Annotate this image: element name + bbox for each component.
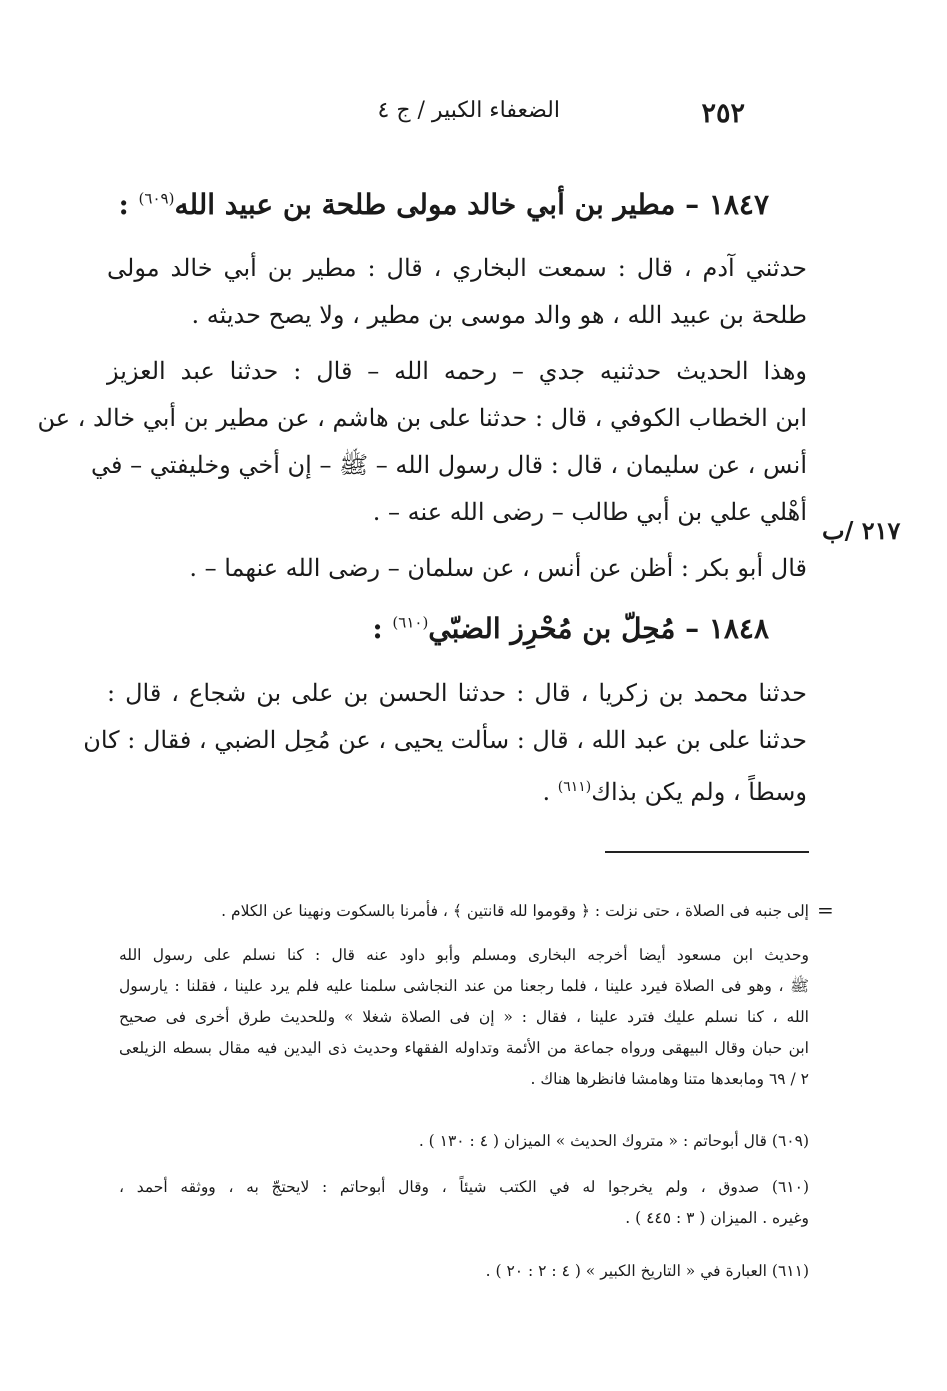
entry-title-1847	[118, 188, 769, 221]
entry-title-colon: :	[372, 612, 393, 645]
footnote-611	[119, 1256, 809, 1287]
footnote-ref: (٦٠٩)	[138, 189, 175, 208]
entry-title-1848	[372, 612, 769, 645]
paragraph-line-text: وسطاً ، ولم يكن بذاك	[591, 778, 807, 806]
paragraph-line	[107, 764, 807, 816]
footnote-line: ﷺ ، وهو فى الصلاة فيرد علينا ، فلما رجعنا من عند النجاشى سلمنا عليه فلم يرد علينا ، فقلنا : يارسول	[119, 977, 809, 995]
paragraph-4	[83, 670, 807, 816]
footnote-continued	[119, 896, 809, 927]
footnote-610	[119, 1172, 809, 1234]
entry-title-colon: :	[118, 188, 139, 221]
paragraph-line: حدثنا على بن عبد الله ، قال : سألت يحيى ، عن مُحِل الضبي ، فقال : كان	[83, 726, 807, 754]
footnote-line: (٦١٠) صدوق ، ولم يخرجوا له في الكتب شيئاً ، وقال أبوحاتم : لايحتجّ به ، ووثقه أحمد ،	[119, 1178, 809, 1196]
paragraph-2	[37, 348, 807, 536]
footnote-line: وغيره . الميزان ( ٣ : ٤٤٥ ) .	[625, 1209, 809, 1227]
paragraph-line: حدثنا محمد بن زكريا ، قال : حدثنا الحسن بن على بن شجاع ، قال :	[107, 679, 807, 707]
paragraph-line: وهذا الحديث حدثنيه جدي – رحمه الله – قال : حدثنا عبد العزيز	[107, 357, 807, 385]
paragraph-line-end: .	[542, 778, 558, 806]
margin-folio-note: ٢١٧ /ب	[822, 516, 901, 545]
footnote-continuation-mark: =	[817, 898, 834, 922]
footnote-line: (٦١١) العبارة في « التاريخ الكبير » ( ٤ : ٢ : ٢٠ ) .	[485, 1262, 809, 1280]
footnote-line: إلى جنبه فى الصلاة ، حتى نزلت : ﴿ وقوموا لله قانتين ﴾ ، فأمرنا بالسكوت ونهينا عن الكلام .	[221, 902, 809, 920]
footnote-line: الله ، كنا نسلم عليك فترد علينا ، فقال : « إن فى الصلاة شغلا » وللحديث طرق أخرى فى صحيح	[119, 1008, 809, 1026]
footnote-ibn-masud	[119, 940, 809, 1095]
footnote-line: وحديث ابن مسعود أيضا أخرجه البخارى ومسلم وأبو داود عنه قال : كنا نسلم على رسول الله	[119, 946, 809, 964]
entry-title-text: ١٨٤٨ – مُحِلّ بن مُحْرِز الضبّي	[428, 612, 769, 645]
paragraph-line: أنس ، عن سليمان ، قال : قال رسول الله – ﷺ – إن أخي وخليفتي – في	[91, 451, 807, 479]
paragraph-3	[107, 545, 807, 592]
footnote-line: (٦٠٩) قال أبوحاتم : « متروك الحديث » الميزان ( ٤ : ١٣٠ ) .	[418, 1132, 809, 1150]
page-number: ٢٥٢	[701, 98, 745, 129]
footnote-line: ابن حبان وقال البيهقى ورواه جماعة من الأئمة وتداوله الفقهاء وحديث ذى اليدين فيه مقال بسطه الزيلعى	[119, 1039, 809, 1057]
paragraph-1	[107, 245, 807, 339]
paragraph-line: طلحة بن عبيد الله ، هو والد موسى بن مطير ، ولا يصح حديثه .	[191, 301, 807, 329]
paragraph-line: ابن الخطاب الكوفي ، قال : حدثنا على بن هاشم ، عن مطير بن أبي خالد ، عن	[37, 404, 807, 432]
footnote-ref: (٦١١)	[557, 779, 592, 795]
paragraph-line: حدثني آدم ، قال : سمعت البخاري ، قال : مطير بن أبي خالد مولى	[107, 254, 807, 282]
footnote-separator	[605, 851, 809, 853]
paragraph-line: قال أبو بكر : أظن عن أنس ، عن سلمان – رضى الله عنهما – .	[189, 554, 807, 582]
footnote-609	[119, 1126, 809, 1157]
entry-title-text: ١٨٤٧ – مطير بن أبي خالد مولى طلحة بن عبيد الله	[174, 188, 769, 221]
page-header	[300, 98, 745, 138]
footnote-line: ٢ / ٦٩ ومابعدها متنا وهامشا فانظرها هناك .	[530, 1070, 809, 1088]
paragraph-line: أهْلي علي بن أبي طالب – رضى الله عنه – .	[372, 498, 807, 526]
footnote-ref: (٦١٠)	[392, 613, 429, 632]
running-title: الضعفاء الكبير / ج ٤	[377, 98, 560, 123]
